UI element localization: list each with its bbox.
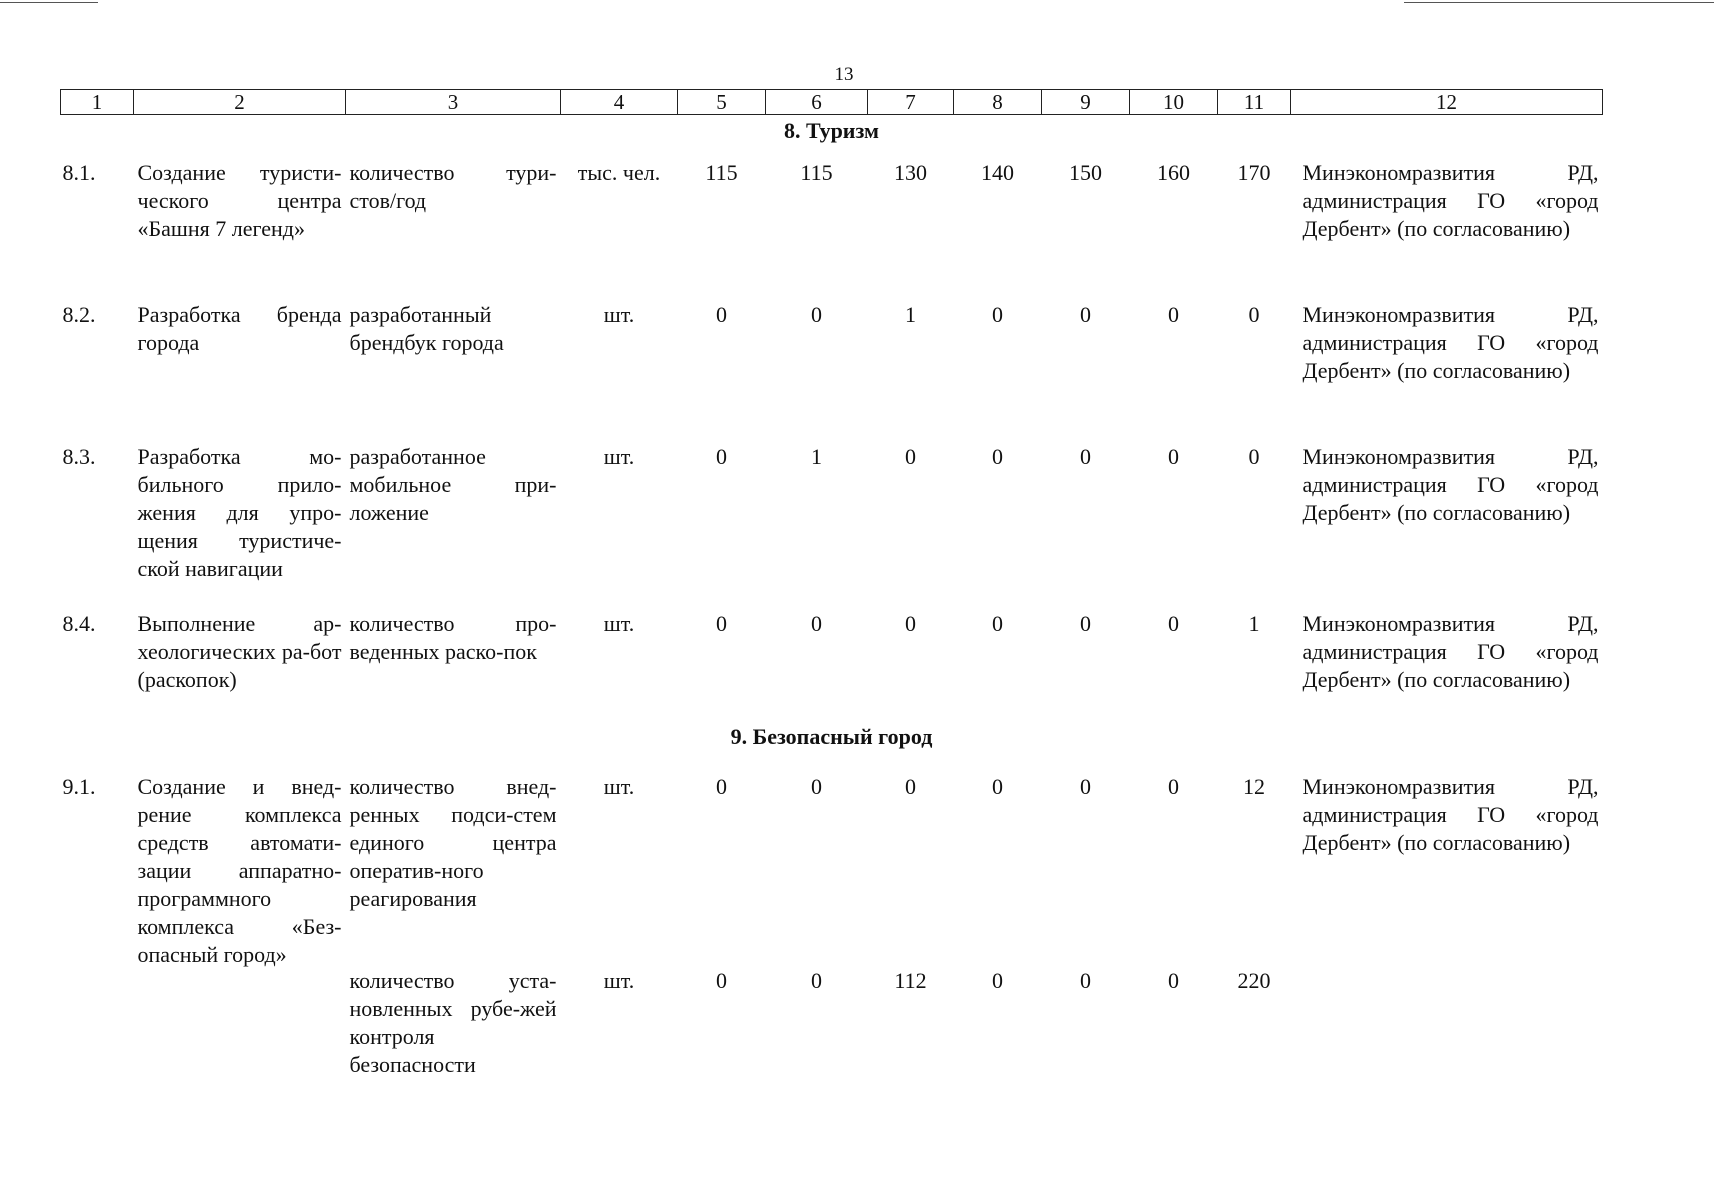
indicator-name: количество про-веденных раско-пок	[349, 611, 557, 664]
column-number-row	[61, 90, 1603, 115]
value-cell: 0	[1168, 968, 1179, 993]
value-cell: 0	[1168, 444, 1179, 469]
unit-cell: шт.	[603, 774, 635, 799]
value-cell: 0	[905, 774, 916, 799]
row-number: 8.2.	[62, 302, 96, 327]
row-number: 8.4.	[62, 611, 96, 636]
value-cell: 160	[1157, 160, 1190, 185]
value-cell: 0	[992, 611, 1003, 636]
responsible-cell: Минэкономразвития РД, администрация ГО «город Дербент» (по согласованию)	[1302, 160, 1599, 241]
unit-cell: шт.	[603, 968, 635, 993]
value-cell: 0	[992, 444, 1003, 469]
column-header: 8	[954, 90, 1042, 115]
measure-name: Разработка бренда города	[137, 302, 342, 355]
row-number: 8.1.	[62, 160, 96, 185]
column-header: 3	[346, 90, 561, 115]
value-cell: 115	[800, 160, 833, 185]
value-cell: 0	[716, 444, 727, 469]
table-row	[61, 771, 1603, 965]
value-cell: 130	[894, 160, 927, 185]
value-cell: 0	[992, 968, 1003, 993]
responsible-cell: Минэкономразвития РД, администрация ГО «город Дербент» (по согласованию)	[1302, 774, 1599, 855]
measure-name: Создание и внед-рение комплекса средств автомати-зации аппаратно-программного комплекса «Без-опасный город»	[137, 774, 342, 967]
section-title: 9. Безопасный город	[730, 724, 933, 749]
indicator-name: количество тури-стов/год	[349, 160, 557, 213]
column-header: 12	[1291, 90, 1603, 115]
value-cell: 12	[1243, 774, 1265, 799]
value-cell: 115	[705, 160, 738, 185]
value-cell: 0	[992, 302, 1003, 327]
value-cell: 0	[1080, 302, 1091, 327]
column-header: 6	[766, 90, 868, 115]
column-header: 2	[134, 90, 346, 115]
measure-name: Разработка мо-бильного прило-жения для упро-щения туристиче-ской навигации	[137, 444, 342, 581]
indicator-name: количество внед-ренных подси-стем единого центра оператив-ного реагирования	[349, 774, 557, 911]
column-header: 9	[1042, 90, 1130, 115]
value-cell: 150	[1069, 160, 1102, 185]
value-cell: 0	[716, 611, 727, 636]
value-cell: 170	[1237, 160, 1271, 185]
value-cell: 0	[1168, 611, 1179, 636]
plan-table	[60, 89, 1603, 1085]
value-cell: 0	[716, 968, 727, 993]
value-cell: 0	[811, 302, 822, 327]
value-cell: 0	[716, 302, 727, 327]
value-cell: 112	[894, 968, 927, 993]
table-row	[61, 157, 1603, 299]
value-cell: 0	[905, 444, 916, 469]
unit-cell: шт.	[603, 611, 635, 636]
section-heading-row	[61, 115, 1603, 158]
value-cell: 0	[1168, 302, 1179, 327]
measure-name: Выполнение ар-хеологических ра-бот (раскопок)	[137, 611, 342, 692]
value-cell: 0	[1168, 774, 1179, 799]
column-header: 5	[678, 90, 766, 115]
section-heading-row	[61, 722, 1603, 771]
value-cell: 1	[811, 444, 822, 469]
unit-cell: шт.	[603, 302, 635, 327]
value-cell: 0	[992, 774, 1003, 799]
table-row	[61, 608, 1603, 722]
value-cell: 1	[1248, 611, 1260, 636]
column-header: 10	[1130, 90, 1218, 115]
page-number: 13	[834, 64, 854, 85]
column-header: 4	[561, 90, 678, 115]
indicator-name: разработанный брендбук города	[349, 302, 504, 355]
column-header: 11	[1218, 90, 1291, 115]
value-cell: 1	[905, 302, 916, 327]
value-cell: 0	[1080, 774, 1091, 799]
table-row	[61, 299, 1603, 441]
value-cell: 0	[811, 968, 822, 993]
value-cell: 0	[1080, 968, 1091, 993]
measure-name: Создание туристи-ческого центра «Башня 7 легенд»	[137, 160, 342, 241]
column-header: 1	[61, 90, 134, 115]
column-header: 7	[868, 90, 954, 115]
indicator-name: количество уста-новленных рубе-жей контроля безопасности	[349, 968, 557, 1077]
indicator-name: разработанное мобильное при-ложение	[349, 444, 557, 525]
value-cell: 0	[1080, 611, 1091, 636]
unit-cell: тыс. чел.	[577, 160, 661, 185]
responsible-cell: Минэкономразвития РД, администрация ГО «город Дербент» (по согласованию)	[1302, 611, 1599, 692]
value-cell: 0	[905, 611, 916, 636]
value-cell: 220	[1237, 968, 1271, 993]
scan-edge-mark-right	[1404, 2, 1714, 3]
value-cell: 0	[1080, 444, 1091, 469]
row-number: 9.1.	[62, 774, 96, 799]
value-cell: 0	[811, 611, 822, 636]
unit-cell: шт.	[603, 444, 635, 469]
value-cell: 140	[981, 160, 1014, 185]
value-cell: 0	[811, 774, 822, 799]
section-title: 8. Туризм	[783, 118, 879, 143]
responsible-cell: Минэкономразвития РД, администрация ГО «город Дербент» (по согласованию)	[1302, 302, 1599, 383]
value-cell: 0	[1248, 444, 1260, 469]
value-cell: 0	[716, 774, 727, 799]
responsible-cell: Минэкономразвития РД, администрация ГО «город Дербент» (по согласованию)	[1302, 444, 1599, 525]
row-number: 8.3.	[62, 444, 96, 469]
table-row	[61, 441, 1603, 608]
value-cell: 0	[1248, 302, 1260, 327]
scan-edge-mark-left	[0, 2, 98, 3]
